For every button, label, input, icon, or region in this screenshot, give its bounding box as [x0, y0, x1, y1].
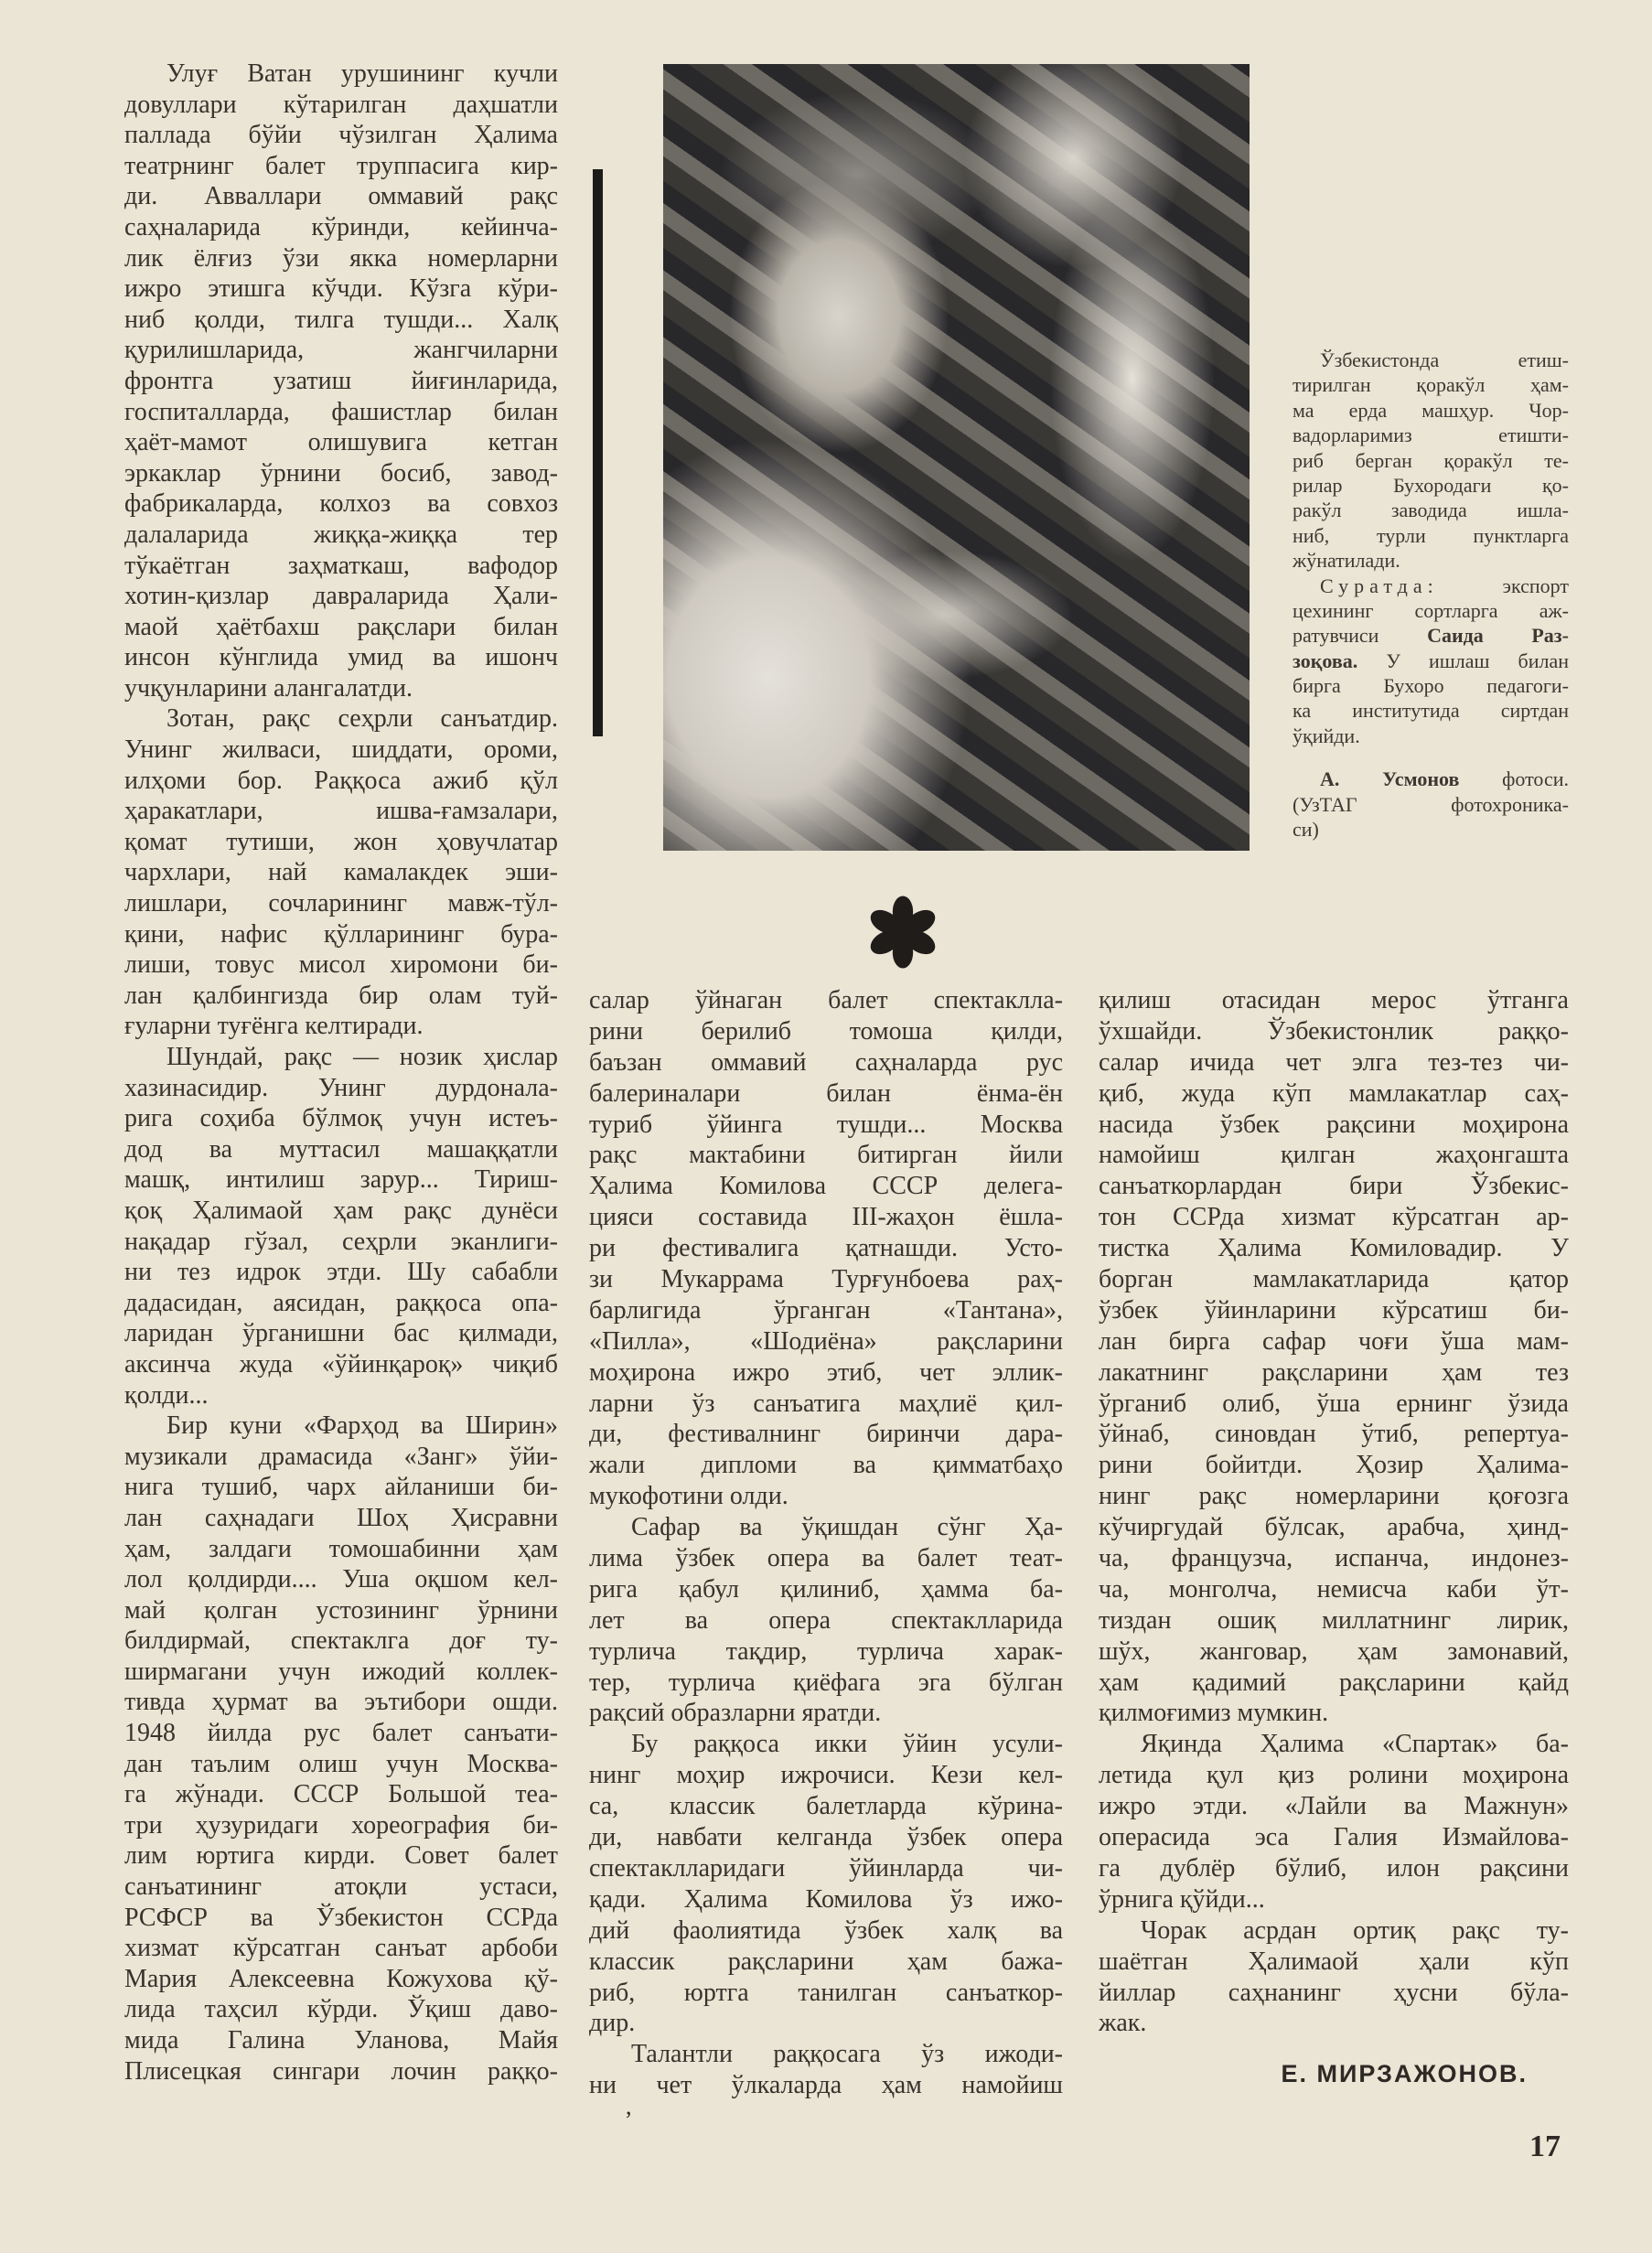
text-line: ди, навбати келганда ўзбек опера [589, 1823, 1063, 1852]
text-line: лан қалбингизда бир олам туй- [124, 981, 558, 1010]
text-line: борган мамлакатларида қатор [1099, 1265, 1569, 1294]
caption-text: цехининг сортларга аж- [1293, 598, 1569, 622]
text-line: риб, юртга танилган санъаткор- [589, 1978, 1063, 2007]
caption-text: ўқийди. [1293, 724, 1360, 747]
text-line: Яқинда Ҳалима «Спартак» ба- [1141, 1730, 1569, 1759]
text-line: Чорак асрдан ортиқ рақс ту- [1141, 1915, 1569, 1945]
flower-ornament-icon [864, 893, 942, 971]
text-line: инсон кўнглида умид ва ишонч [124, 643, 558, 672]
caption-text: (УзТАГ фотохроника- [1293, 792, 1569, 816]
text-line: лик ёлғиз ўзи якка номерларни [124, 243, 558, 273]
text-line: саҳналарида кўринди, кейинча- [124, 212, 558, 241]
text-line: ларни ўз санъатига маҳлиё қил- [589, 1389, 1063, 1418]
text-line: хотин-қизлар давраларида Ҳали- [124, 582, 558, 611]
caption-text: У ишлаш билан [1357, 649, 1569, 672]
caption-line [1293, 574, 1569, 598]
text-line: лан бирга сафар чоғи ўша мам- [1099, 1326, 1569, 1356]
caption-line [1293, 473, 1569, 498]
text-line: санъатининг атоқли устаси, [124, 1872, 558, 1902]
caption-text: рилар Бухородаги қо- [1293, 473, 1569, 497]
text-line: ўрганиб олиб, ўша ернинг ўзида [1099, 1389, 1569, 1418]
caption-line [1293, 623, 1569, 648]
text-line: ча, французча, испанча, индонез- [1099, 1544, 1569, 1573]
text-line: классик рақсларини ҳам бажа- [589, 1947, 1063, 1976]
text-line: музикали драмасида «Занг» ўйи- [124, 1442, 558, 1471]
text-line: салар ичида чет элга тез-тез чи- [1099, 1047, 1569, 1077]
caption-line [1293, 724, 1569, 748]
text-line: рақс мактабини битирган йили [589, 1141, 1063, 1170]
text-line: йиллар саҳнанинг ҳусни бўла- [1099, 1978, 1569, 2007]
text-line: Зотан, рақс сеҳрли санъатдир. [166, 704, 558, 734]
text-line: жак. [1099, 2009, 1147, 2038]
article-column-right [1099, 985, 1569, 2039]
caption-line [1293, 423, 1569, 447]
text-line: ларидан ўрганишни бас қилмади, [124, 1319, 558, 1348]
text-line: довуллари кўтарилган даҳшатли [124, 90, 558, 119]
text-line: Талантли раққосага ўз ижоди- [631, 2040, 1063, 2069]
text-line: хизмат кўрсатган санъат арбоби [124, 1934, 558, 1963]
text-line: мукофотини олди. [589, 1482, 788, 1511]
caption-text: си) [1293, 818, 1319, 842]
text-line: қиб, жуда кўп мамлакатлар саҳ- [1099, 1078, 1569, 1108]
text-line: дадасидан, аясидан, раққоса опа- [124, 1288, 558, 1317]
text-line: май қолган устозининг ўрнини [124, 1595, 558, 1625]
text-line: шўх, жанговар, ҳам замонавий, [1099, 1636, 1569, 1666]
article-column-middle [589, 985, 1063, 2101]
caption-text: ниб, турли пунктларга [1293, 523, 1569, 547]
author-signature: Е. МИРЗАЖОНОВ. [1281, 2060, 1528, 2087]
text-line: билдирмай, спектаклга доғ ту- [124, 1626, 558, 1656]
text-line: балериналари билан ёнма-ён [589, 1078, 1063, 1108]
caption-line [1293, 548, 1569, 573]
text-line: туриб ўйинга тушди... Москва [589, 1110, 1063, 1139]
text-line: лишлари, сочларининг мавж-тўл- [124, 889, 558, 918]
text-line: Улуғ Ватан урушининг кучли [166, 59, 558, 88]
caption-text: ратувчиси [1293, 624, 1428, 648]
text-line: Мария Алексеевна Кожухова қў- [124, 1964, 558, 1993]
caption-text: Суратда: [1320, 574, 1439, 597]
text-line: Плисецкая сингари лочин раққо- [124, 2056, 558, 2086]
text-line: тўкаётган заҳматкаш, вафодор [124, 551, 558, 580]
text-line: маой ҳаётбахш рақслари билан [124, 612, 558, 641]
text-line: қолди... [124, 1380, 209, 1410]
text-line: госпиталларда, фашистлар билан [124, 397, 558, 426]
text-line: турлича тақдир, турлича харак- [589, 1636, 1063, 1666]
text-line: ча, монголча, немисча каби ўт- [1099, 1574, 1569, 1604]
text-line: ҳам қадимий рақсларини қайд [1099, 1668, 1569, 1697]
article-column-left [124, 59, 558, 2087]
caption-line [1293, 448, 1569, 473]
text-line: 1948 йилда рус балет санъати- [124, 1719, 558, 1748]
text-line: ширмагани учун ижодий коллек- [124, 1657, 558, 1686]
caption-text: тирилган қоракўл ҳам- [1293, 373, 1569, 397]
text-line: ҳаёт-мамот олишувига кетган [124, 428, 558, 457]
text-line: ни чет ўлкаларда ҳам намойиш [589, 2071, 1063, 2100]
text-line: Сафар ва ўқишдан сўнг Ҳа- [631, 1513, 1063, 1542]
caption-line [1293, 498, 1569, 522]
caption-text: ка институтида сиртдан [1293, 699, 1569, 723]
text-line: га дублёр бўлиб, илон рақсини [1099, 1853, 1569, 1883]
caption-line [1293, 523, 1569, 548]
caption-line [1293, 398, 1569, 423]
page-number: 17 [1529, 2130, 1561, 2163]
text-line: театрнинг балет труппасига кир- [124, 151, 558, 180]
text-line: рига соҳиба бўлмоқ учун истеъ- [124, 1104, 558, 1133]
text-line: операсида эса Галия Измайлова- [1099, 1823, 1569, 1852]
text-line: учқунларини алангалатди. [124, 673, 413, 703]
text-line: хазинасидир. Унинг дурдонала- [124, 1073, 558, 1102]
text-line: ўхшайди. Ўзбекистонлик раққо- [1099, 1016, 1569, 1046]
text-line: нинг рақс номерларини қоғозга [1099, 1482, 1569, 1511]
text-line: қилиш отасидан мерос ўтганга [1099, 986, 1569, 1014]
text-line: барлигида ўрганган «Тантана», [589, 1295, 1063, 1325]
text-line: дан таълим олиш учун Москва- [124, 1749, 558, 1778]
text-line: илҳоми бор. Раққоса ажиб қўл [124, 766, 558, 795]
text-line: далаларида жиққа-жиққа тер [124, 520, 558, 549]
text-line: чархлари, най камалакдек эши- [124, 858, 558, 887]
text-line: салар ўйнаган балет спектаклла- [589, 986, 1063, 1014]
caption-text: экспорт [1438, 574, 1569, 597]
text-line: лида таҳсил кўрди. Ўқиш даво- [124, 1995, 558, 2024]
text-line: қади. Ҳалима Комилова ўз ижо- [589, 1884, 1063, 1914]
text-line: қурилишларида, жангчиларни [124, 336, 558, 365]
text-line: фабрикаларда, колхоз ва совхоз [124, 489, 558, 519]
text-line: цияси составида III-жаҳон ёшла- [589, 1203, 1063, 1232]
text-line: машқ, интилиш зарур... Тириш- [124, 1165, 558, 1195]
text-line: рақсий образларни яратди. [589, 1699, 882, 1728]
text-line: дий фаолиятида ўзбек халқ ва [589, 1915, 1063, 1945]
text-line: мида Галина Уланова, Майя [124, 2026, 558, 2055]
text-line: ниб қолди, тилга тушди... Халқ [124, 305, 558, 334]
text-line: Ҳалима Комилова СССР делега- [589, 1172, 1063, 1201]
text-line: ни тез идрок этди. Шу сабабли [124, 1258, 558, 1287]
text-line: ижро этди. «Лайли ва Мажнун» [1099, 1792, 1569, 1821]
text-line: тивда ҳурмат ва эътибори ошди. [124, 1688, 558, 1717]
text-line: дод ва муттасил машаққатли [124, 1134, 558, 1164]
text-line: тер, турлича қиёфага эга бўлган [589, 1668, 1063, 1697]
text-line: нинг моҳир ижрочиси. Кези кел- [589, 1761, 1063, 1790]
text-line: ҳаракатлари, ишва-ғамзалари, [124, 797, 558, 826]
text-line: рини берилиб томоша қилди, [589, 1016, 1063, 1046]
text-line: қомат тутиши, жон ҳовучлатар [124, 827, 558, 856]
text-line: ри фестивалига қатнашди. Усто- [589, 1234, 1063, 1263]
caption-text: вадорларимиз етишти- [1293, 424, 1569, 447]
print-mark: , [626, 2093, 632, 2119]
text-line: рини бойитди. Ҳозир Ҳалима- [1099, 1451, 1569, 1480]
text-line: зи Мукаррама Турғунбоева раҳ- [589, 1265, 1063, 1294]
text-line: паллада бўйи чўзилган Ҳалима [124, 121, 558, 150]
caption-text: жўнатилади. [1293, 549, 1400, 573]
text-line: эркаклар ўрнини босиб, завод- [124, 458, 558, 488]
caption-line [1293, 817, 1569, 842]
text-line: лима ўзбек опера ва балет теат- [589, 1544, 1063, 1573]
photo-caption [1293, 348, 1569, 842]
caption-line [1293, 348, 1569, 372]
text-line: лет ва опера спектаклларида [589, 1605, 1063, 1635]
text-line: спектаклларидаги ўйинларда чи- [589, 1853, 1063, 1883]
text-line: фронтга узатиш йиғинларида, [124, 366, 558, 395]
text-line: лол қолдирди.... Уша оқшом кел- [124, 1565, 558, 1594]
text-line: аксинча жуда «ўйинқароқ» чиқиб [124, 1349, 558, 1379]
text-line: ўрнига қўйди... [1099, 1884, 1265, 1914]
text-line: лан саҳнадаги Шоҳ Ҳисравни [124, 1503, 558, 1532]
text-line: «Пилла», «Шодиёна» рақсларини [589, 1326, 1063, 1356]
text-line: қини, нафис қўлларининг бура- [124, 919, 558, 949]
vertical-rule [593, 169, 603, 736]
text-line: қоқ Ҳалимаой ҳам рақс дунёси [124, 1196, 558, 1225]
caption-line [1293, 598, 1569, 623]
text-line: са, классик балетларда кўрина- [589, 1792, 1063, 1821]
text-line: ғуларни туғёнга келтиради. [124, 1012, 424, 1041]
caption-line [1293, 649, 1569, 673]
text-line: Унинг жилваси, шиддати, ороми, [124, 735, 558, 765]
text-line: ҳам, залдаги томошабинни ҳам [124, 1534, 558, 1563]
caption-bold-text: А. Усмонов [1320, 767, 1460, 791]
text-line: қилмоғимиз мумкин. [1099, 1699, 1329, 1728]
caption-line [1293, 767, 1569, 791]
photo-woman-sorting-karakul [663, 64, 1250, 851]
caption-line [1293, 372, 1569, 397]
text-line: летида қул қиз ролини моҳирона [1099, 1761, 1569, 1790]
text-line: баъзан оммавий саҳналарда рус [589, 1047, 1063, 1077]
text-line: ўзбек ўйинларини кўрсатиш би- [1099, 1295, 1569, 1325]
text-line: насида ўзбек рақсини моҳирона [1099, 1110, 1569, 1139]
caption-text: Ўзбекистонда етиш- [1320, 349, 1569, 371]
text-line: три ҳузуридаги хореография би- [124, 1810, 558, 1840]
text-line: лим юртига кирди. Совет балет [124, 1841, 558, 1871]
text-line: тон ССРда хизмат кўрсатган ар- [1099, 1203, 1569, 1232]
text-line: ди, фестивалнинг биринчи дара- [589, 1420, 1063, 1449]
text-line: ижро этишга кўчди. Кўзга кўри- [124, 274, 558, 304]
caption-text: риб берган қоракўл те- [1293, 448, 1569, 472]
caption-text: ма ерда машҳур. Чор- [1293, 398, 1569, 422]
text-line: ўйнаб, синовдан ўтиб, репертуа- [1099, 1420, 1569, 1449]
text-line: РСФСР ва Ўзбекистон ССРда [124, 1903, 558, 1932]
caption-line [1293, 792, 1569, 817]
caption-text: фотоси. [1459, 767, 1569, 791]
caption-line [1293, 673, 1569, 698]
text-line: лиши, товус мисол хиромони би- [124, 950, 558, 980]
caption-bold-text: зоқова. [1293, 649, 1358, 672]
text-line: рига қабул қилиниб, ҳамма ба- [589, 1574, 1063, 1604]
text-line: моҳирона ижро этиб, чет эллик- [589, 1357, 1063, 1387]
text-line: нига тушиб, чарх айланиши би- [124, 1473, 558, 1502]
text-line: намойиш қилган жаҳонгашта [1099, 1141, 1569, 1170]
text-line: кўчиргудай бўлсак, арабча, ҳинд- [1099, 1513, 1569, 1542]
text-line: жали дипломи ва қимматбаҳо [589, 1451, 1063, 1480]
caption-bold-text: Саида Раз- [1427, 624, 1569, 648]
text-line: нақадар гўзал, сеҳрли эканлиги- [124, 1227, 558, 1256]
text-line: Бу раққоса икки ўйин усули- [631, 1730, 1063, 1759]
text-line: шаётган Ҳалимаой ҳали кўп [1099, 1947, 1569, 1976]
caption-text: бирга Бухоро педагоги- [1293, 674, 1569, 698]
caption-text: ракўл заводида ишла- [1293, 499, 1569, 522]
text-line: тиздан ошиқ миллатнинг лирик, [1099, 1605, 1569, 1635]
text-line: га жўнади. СССР Большой теа- [124, 1780, 558, 1809]
caption-line [1293, 698, 1569, 723]
text-line: Бир куни «Фарҳод ва Ширин» [166, 1411, 558, 1441]
text-line: ди. Авваллари оммавий рақс [124, 182, 558, 211]
text-line: лакатнинг рақсларини ҳам тез [1099, 1357, 1569, 1387]
text-line: Шундай, рақс — нозик ҳислар [166, 1043, 558, 1071]
text-line: санъаткорлардан бири Ўзбекис- [1099, 1172, 1569, 1201]
text-line: тистка Ҳалима Комиловадир. У [1099, 1234, 1569, 1263]
text-line: дир. [589, 2009, 636, 2038]
